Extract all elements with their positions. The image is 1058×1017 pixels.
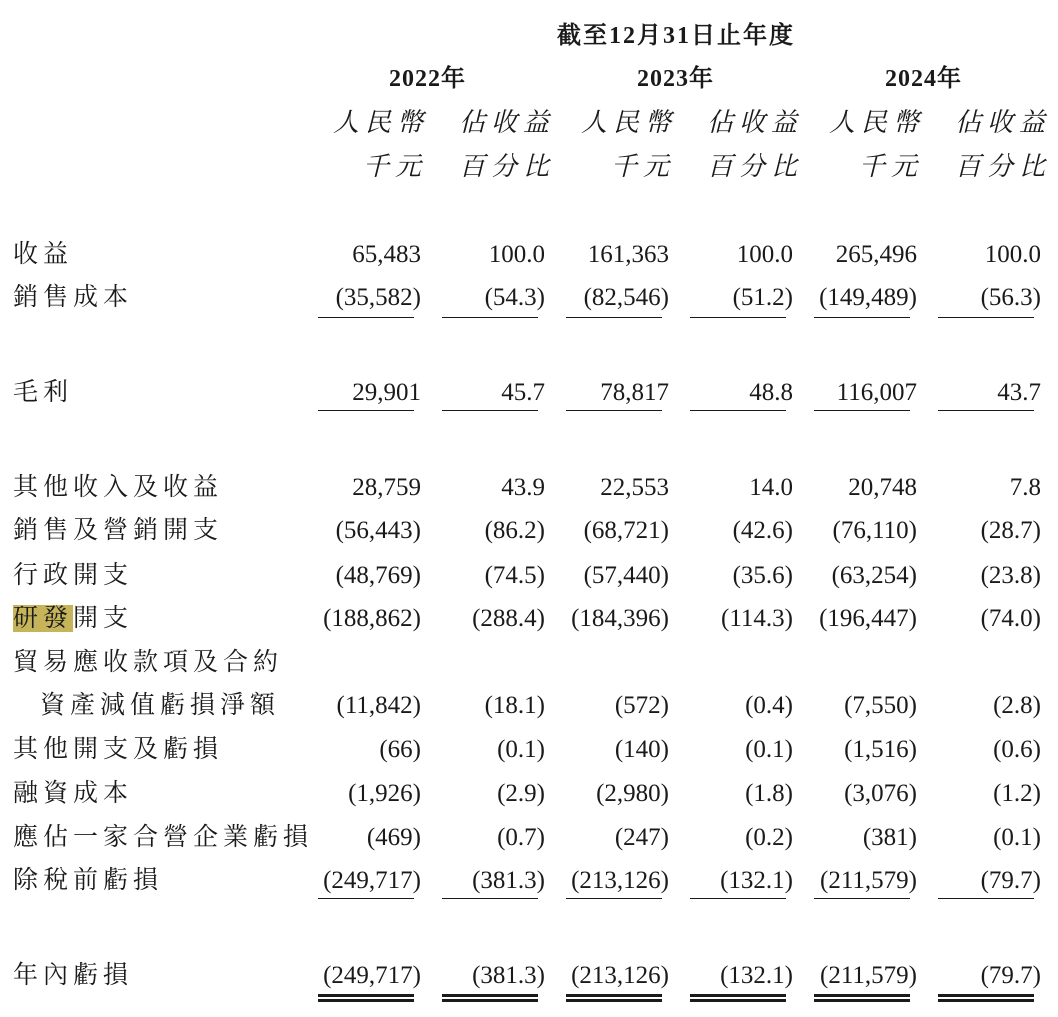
cell-2023-pct: (42.6) bbox=[732, 517, 793, 544]
cell-2022-pct: (288.4) bbox=[472, 605, 545, 632]
cell-2024-pct: (2.8) bbox=[993, 692, 1041, 719]
col-head-percent: 百分比 bbox=[707, 152, 804, 181]
cell-2024-pct: (0.6) bbox=[993, 736, 1041, 763]
cell-2022-rmb: (249,717) bbox=[323, 867, 421, 894]
cell-2023-pct: (114.3) bbox=[721, 605, 793, 632]
divider-line bbox=[938, 898, 1034, 899]
cell-2023-rmb: (213,126) bbox=[571, 962, 669, 989]
cell-2022-rmb: (66) bbox=[379, 736, 421, 763]
divider-line bbox=[690, 410, 786, 411]
cell-2022-rmb: 29,901 bbox=[352, 379, 421, 406]
cell-2024-rmb: 265,496 bbox=[835, 241, 917, 268]
double-underline bbox=[938, 994, 1034, 1002]
col-head-rmb: 人民幣 bbox=[581, 108, 678, 137]
highlighted-text: 研發 bbox=[13, 605, 74, 632]
divider-line bbox=[442, 410, 538, 411]
cell-2024-rmb: (211,579) bbox=[820, 962, 917, 989]
cell-2022-rmb: 65,483 bbox=[352, 241, 421, 268]
divider-line bbox=[814, 317, 910, 318]
row-label-impairment: 貿易應收款項及合約 bbox=[13, 649, 284, 676]
cell-2023-pct: (1.8) bbox=[745, 780, 793, 807]
cell-2022-rmb: (469) bbox=[366, 824, 421, 851]
cell-2022-pct: (86.2) bbox=[484, 517, 545, 544]
cell-2022-pct: (54.3) bbox=[484, 284, 545, 311]
cell-2023-pct: (132.1) bbox=[720, 867, 793, 894]
divider-line bbox=[566, 317, 662, 318]
cell-2022-pct: (18.1) bbox=[484, 692, 545, 719]
cell-2023-rmb: (57,440) bbox=[583, 562, 669, 589]
cell-2023-pct: 100.0 bbox=[736, 241, 793, 268]
row-label-cost-of-sales: 銷售成本 bbox=[13, 284, 134, 311]
row-label-jv-loss: 應佔一家合營企業虧損 bbox=[13, 824, 314, 851]
cell-2024-pct: 100.0 bbox=[984, 241, 1041, 268]
col-head-percent: 百分比 bbox=[459, 152, 556, 181]
cell-2022-rmb: (188,862) bbox=[323, 605, 421, 632]
col-head-thousand: 千元 bbox=[859, 152, 924, 181]
divider-line bbox=[566, 410, 662, 411]
cell-2024-rmb: (1,516) bbox=[844, 736, 917, 763]
double-underline bbox=[442, 994, 538, 1002]
divider-line bbox=[566, 898, 662, 899]
row-label-other-income: 其他收入及收益 bbox=[13, 474, 224, 501]
row-label-gross-profit: 毛利 bbox=[13, 379, 74, 406]
row-label-admin-expenses: 行政開支 bbox=[13, 562, 134, 589]
cell-2023-pct: (51.2) bbox=[732, 284, 793, 311]
cell-2022-rmb: (48,769) bbox=[335, 562, 421, 589]
divider-line bbox=[318, 317, 414, 318]
row-label-selling-expenses: 銷售及營銷開支 bbox=[13, 517, 224, 544]
col-head-percent: 百分比 bbox=[955, 152, 1052, 181]
year-2022-heading: 2022年 bbox=[389, 66, 466, 92]
cell-2023-pct: (0.2) bbox=[745, 824, 793, 851]
divider-line bbox=[318, 898, 414, 899]
cell-2022-pct: (2.9) bbox=[497, 780, 545, 807]
cell-2023-rmb: (247) bbox=[614, 824, 669, 851]
cell-2022-rmb: 28,759 bbox=[352, 474, 421, 501]
row-label-loss-before-tax: 除稅前虧損 bbox=[13, 867, 164, 894]
cell-2023-rmb: (140) bbox=[614, 736, 669, 763]
cell-2022-pct: 45.7 bbox=[501, 379, 545, 406]
cell-2022-pct: 43.9 bbox=[501, 474, 545, 501]
cell-2024-rmb: (3,076) bbox=[844, 780, 917, 807]
divider-line bbox=[814, 410, 910, 411]
divider-line bbox=[318, 410, 414, 411]
cell-2022-pct: (381.3) bbox=[472, 962, 545, 989]
cell-2022-pct: (381.3) bbox=[472, 867, 545, 894]
cell-2023-rmb: (82,546) bbox=[583, 284, 669, 311]
row-label-impairment-line2: 資產減值虧損淨額 bbox=[40, 692, 281, 719]
cell-2022-pct: (0.7) bbox=[497, 824, 545, 851]
divider-line bbox=[690, 898, 786, 899]
cell-2024-pct: (23.8) bbox=[980, 562, 1041, 589]
double-underline bbox=[566, 994, 662, 1002]
double-underline bbox=[318, 994, 414, 1002]
cell-2023-rmb: (68,721) bbox=[583, 517, 669, 544]
cell-2022-pct: 100.0 bbox=[488, 241, 545, 268]
cell-2024-pct: (74.0) bbox=[980, 605, 1041, 632]
divider-line bbox=[938, 317, 1034, 318]
cell-2024-rmb: (149,489) bbox=[819, 284, 917, 311]
cell-2024-rmb: (63,254) bbox=[831, 562, 917, 589]
cell-2024-pct: 7.8 bbox=[1009, 474, 1041, 501]
cell-2024-pct: (0.1) bbox=[993, 824, 1041, 851]
cell-2023-rmb: (572) bbox=[614, 692, 669, 719]
divider-line bbox=[442, 317, 538, 318]
cell-2024-pct: (1.2) bbox=[993, 780, 1041, 807]
cell-2024-pct: (56.3) bbox=[980, 284, 1041, 311]
cell-2022-rmb: (249,717) bbox=[323, 962, 421, 989]
row-label-revenue: 收益 bbox=[13, 241, 74, 268]
col-head-thousand: 千元 bbox=[363, 152, 428, 181]
col-head-rmb: 人民幣 bbox=[829, 108, 926, 137]
year-2023-heading: 2023年 bbox=[637, 66, 714, 92]
cell-2022-rmb: (56,443) bbox=[335, 517, 421, 544]
row-label-finance-costs: 融資成本 bbox=[13, 780, 134, 807]
cell-2024-rmb: (196,447) bbox=[819, 605, 917, 632]
cell-2024-pct: (79.7) bbox=[980, 962, 1041, 989]
row-label-rd-rest: 開支 bbox=[73, 605, 134, 632]
col-head-pct: 佔收益 bbox=[459, 108, 556, 137]
cell-2023-rmb: 22,553 bbox=[600, 474, 669, 501]
cell-2023-pct: (132.1) bbox=[720, 962, 793, 989]
cell-2023-pct: (0.4) bbox=[745, 692, 793, 719]
cell-2022-pct: (74.5) bbox=[484, 562, 545, 589]
cell-2024-rmb: (211,579) bbox=[820, 867, 917, 894]
divider-line bbox=[690, 317, 786, 318]
cell-2023-pct: (35.6) bbox=[732, 562, 793, 589]
divider-line bbox=[814, 898, 910, 899]
cell-2022-pct: (0.1) bbox=[497, 736, 545, 763]
cell-2022-rmb: (1,926) bbox=[348, 780, 421, 807]
cell-2024-rmb: (381) bbox=[862, 824, 917, 851]
cell-2023-rmb: 78,817 bbox=[600, 379, 669, 406]
period-heading: 截至12月31日止年度 bbox=[557, 23, 795, 49]
cell-2023-rmb: (184,396) bbox=[571, 605, 669, 632]
col-head-thousand: 千元 bbox=[611, 152, 676, 181]
row-label-rd-expenses bbox=[13, 606, 133, 631]
row-label-loss-for-year: 年內虧損 bbox=[13, 962, 134, 989]
row-label-other-expenses: 其他開支及虧損 bbox=[13, 736, 224, 763]
cell-2022-rmb: (11,842) bbox=[336, 692, 421, 719]
col-head-pct: 佔收益 bbox=[707, 108, 804, 137]
cell-2024-rmb: (76,110) bbox=[832, 517, 917, 544]
col-head-pct: 佔收益 bbox=[955, 108, 1052, 137]
cell-2023-pct: 48.8 bbox=[749, 379, 793, 406]
cell-2024-pct: (28.7) bbox=[980, 517, 1041, 544]
cell-2024-rmb: 20,748 bbox=[848, 474, 917, 501]
cell-2024-pct: (79.7) bbox=[980, 867, 1041, 894]
col-head-rmb: 人民幣 bbox=[333, 108, 430, 137]
cell-2023-rmb: (2,980) bbox=[596, 780, 669, 807]
cell-2023-pct: 14.0 bbox=[749, 474, 793, 501]
double-underline bbox=[690, 994, 786, 1002]
cell-2024-pct: 43.7 bbox=[997, 379, 1041, 406]
divider-line bbox=[442, 898, 538, 899]
cell-2022-rmb: (35,582) bbox=[335, 284, 421, 311]
cell-2024-rmb: 116,007 bbox=[836, 379, 917, 406]
double-underline bbox=[814, 994, 910, 1002]
cell-2023-rmb: (213,126) bbox=[571, 867, 669, 894]
cell-2023-pct: (0.1) bbox=[745, 736, 793, 763]
divider-line bbox=[938, 410, 1034, 411]
cell-2024-rmb: (7,550) bbox=[844, 692, 917, 719]
year-2024-heading: 2024年 bbox=[885, 66, 962, 92]
cell-2023-rmb: 161,363 bbox=[587, 241, 669, 268]
